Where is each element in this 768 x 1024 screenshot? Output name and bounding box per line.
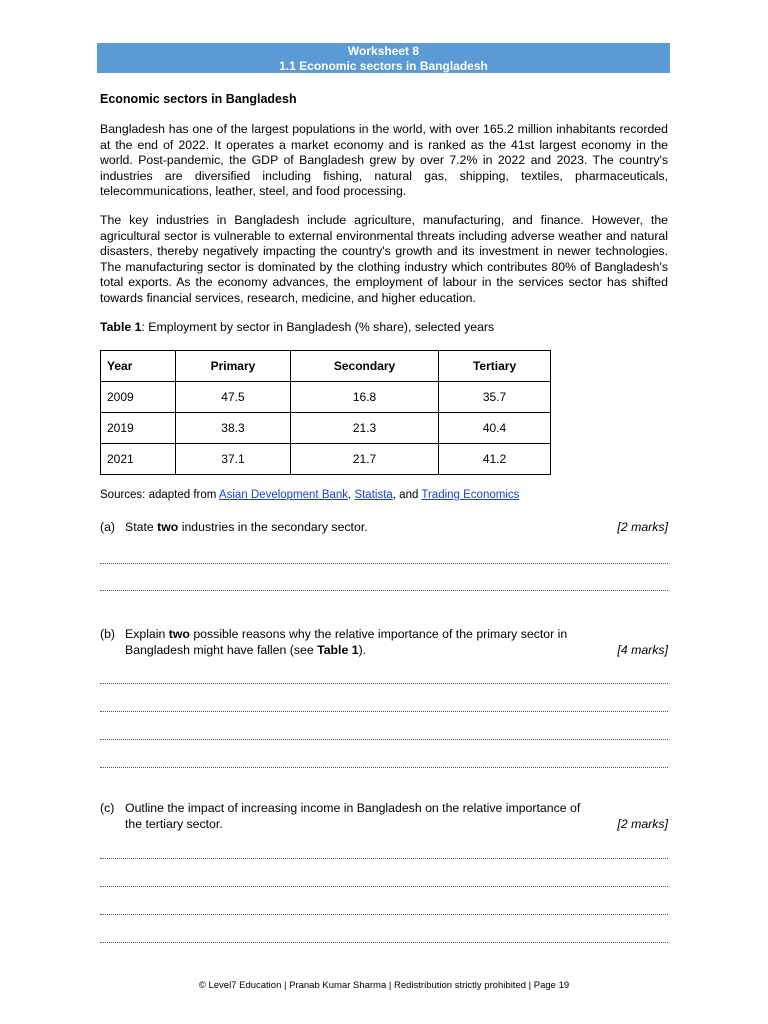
sources-line [100,489,519,501]
question-a-marks: [2 marks] [617,520,668,534]
question-a-bold: two [157,520,179,534]
header-secondary: Secondary [290,351,438,382]
section-heading: Economic sectors in Bangladesh [100,92,297,106]
cell-year: 2021 [101,444,176,475]
answer-line[interactable] [100,886,668,887]
table-caption [100,320,494,334]
worksheet-number: Worksheet 8 [347,44,420,58]
cell-primary: 38.3 [176,413,291,444]
question-b-bold: two [168,627,190,641]
table-row [101,413,551,444]
sources-prefix: Sources: adapted from [100,489,219,501]
cell-primary: 37.1 [176,444,291,475]
header-primary: Primary [176,351,291,382]
cell-secondary: 21.7 [290,444,438,475]
question-c-marks: [2 marks] [617,816,668,831]
question-b [100,627,668,658]
paragraph-intro: Bangladesh has one of the largest populations in the world, with over 165.2 million inhabitants recorded at the end of 2022. It operates a market economy and is ranked as the 41st largest economy in the world. Post-pandemic, the GDP of Bangladesh grew by over 7.2% in 2022 and 2023. The country's industries are diversified including fishing, natural gas, shipping, textiles, pharmaceuticals, telecommunications, leather, steel, and food processing. [100,122,668,198]
link-statista[interactable]: Statista [354,489,393,501]
question-b-bold2: Table 1 [317,642,359,657]
cell-year: 2009 [101,382,176,413]
question-c [100,801,668,832]
question-b-post: ). [358,642,367,657]
answer-line[interactable] [100,942,668,943]
question-a-label: (a) [100,520,116,534]
cell-tertiary: 40.4 [439,413,551,444]
answer-line[interactable] [100,711,668,712]
page-footer: © Level7 Education | Pranab Kumar Sharma | Redistribution strictly prohibited | Page 19 [198,980,570,991]
cell-secondary: 16.8 [290,382,438,413]
link-trading-economics[interactable]: Trading Economics [421,489,520,501]
sources-separator: , and [392,489,422,501]
question-c-label: (c) [100,801,115,815]
table-caption-label: Table 1 [100,320,142,334]
table-row [101,382,551,413]
table-row [101,444,551,475]
question-a-post: industries in the secondary sector. [178,520,368,534]
question-a-text [125,520,668,536]
answer-line[interactable] [100,739,668,740]
cell-tertiary: 35.7 [439,382,551,413]
employment-table [100,350,551,475]
answer-line[interactable] [100,590,668,591]
answer-line[interactable] [100,767,668,768]
answer-line[interactable] [100,914,668,915]
question-b-label: (b) [100,627,116,641]
question-b-mid: possible reasons why the relative importance of the primary sector in Bangladesh might have fallen (see [125,627,568,657]
cell-tertiary: 41.2 [439,444,551,475]
header-tertiary: Tertiary [439,351,551,382]
answer-line[interactable] [100,683,668,684]
cell-primary: 47.5 [176,382,291,413]
table-caption-text: : Employment by sector in Bangladesh (% share), selected years [141,320,495,334]
header-year: Year [101,351,176,382]
question-b-text [125,627,668,658]
table-header-row [101,351,551,382]
question-b-pre: Explain [125,627,169,641]
answer-line[interactable] [100,563,668,564]
link-asian-development-bank[interactable]: Asian Development Bank [218,489,349,501]
answer-line[interactable] [100,858,668,859]
sources-separator: , [348,489,355,501]
cell-year: 2019 [101,413,176,444]
question-a [100,520,668,536]
worksheet-banner [97,43,670,73]
question-c-text: Outline the impact of increasing income in Bangladesh on the relative importance of the tertiary sector. [125,801,581,831]
worksheet-topic: 1.1 Economic sectors in Bangladesh [279,59,488,73]
question-a-pre: State [125,520,158,534]
question-b-marks: [4 marks] [617,642,668,657]
cell-secondary: 21.3 [290,413,438,444]
paragraph-industries: The key industries in Bangladesh include agriculture, manufacturing, and finance. However, the agricultural sector is vulnerable to external environmental threats including adverse weather and natural disasters, thereby negatively impacting the country's growth and its investment in newer technologies. The manufacturing sector is dominated by the clothing industry which contributes 80% of Bangladesh's total exports. As the economy advances, the employment of labour in the services sector has shifted towards financial services, research, medicine, and higher education. [100,213,668,305]
